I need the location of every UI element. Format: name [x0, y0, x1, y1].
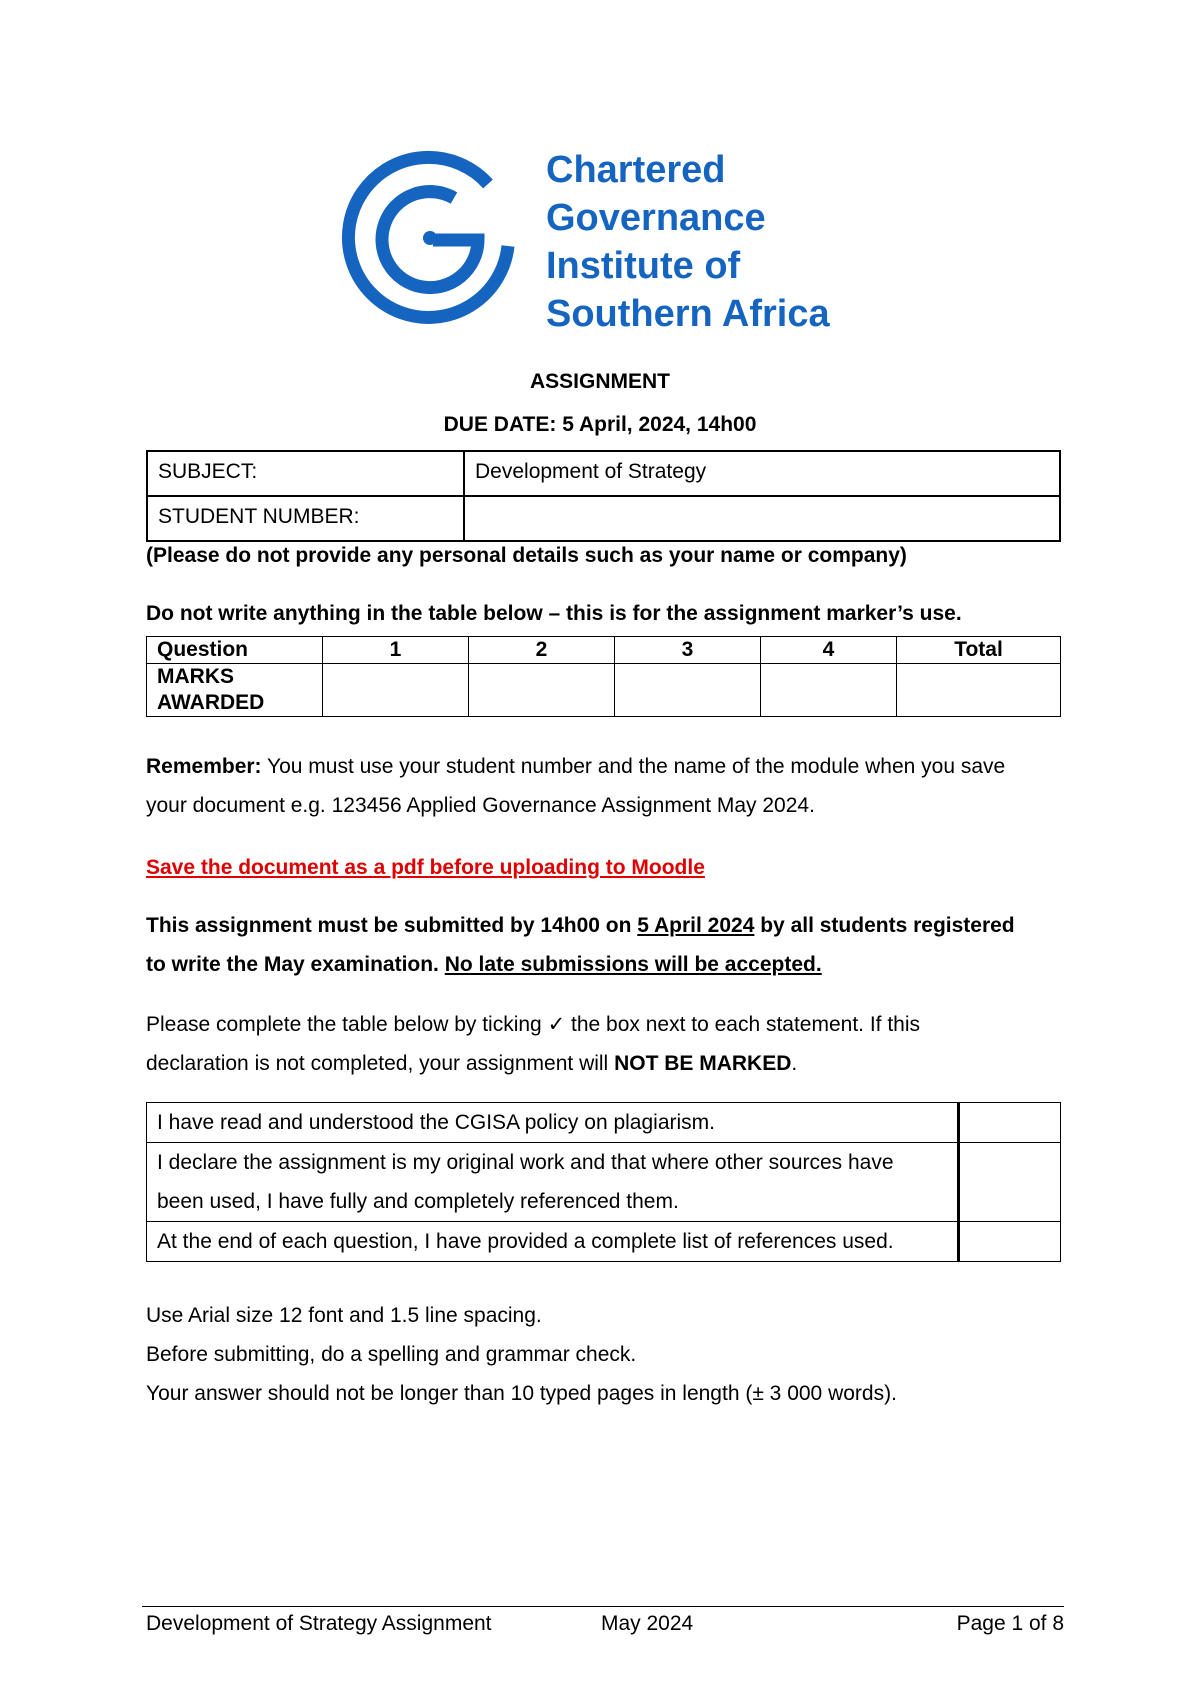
- subject-table: [146, 450, 1061, 542]
- marks-header-q2: 2: [469, 637, 615, 664]
- declaration-line: been used, I have fully and completely referenced them.: [157, 1190, 679, 1213]
- marks-awarded-line1: MARKS: [157, 665, 234, 688]
- declaration-intro-line2c: .: [791, 1052, 798, 1075]
- instruction-item: Before submitting, do a spelling and grammar check.: [146, 1343, 637, 1366]
- declaration-statement: At the end of each question, I have provided a complete list of references used.: [147, 1222, 959, 1262]
- save-pdf-note: Save the document as a pdf before uploading to Moodle: [146, 856, 705, 879]
- marks-table: [146, 636, 1061, 717]
- student-number-field[interactable]: [464, 496, 1060, 541]
- marker-note: Do not write anything in the table below – this is for the assignment marker’s use.: [146, 602, 962, 625]
- marks-cell-q1: [323, 664, 469, 717]
- instructions-list: [146, 1296, 1066, 1413]
- subject-value: Development of Strategy: [464, 451, 1060, 496]
- instruction-item: Use Arial size 12 font and 1.5 line spacing.: [146, 1304, 542, 1327]
- footer-left: Development of Strategy Assignment: [146, 1612, 492, 1635]
- submission-paragraph: [146, 906, 1066, 984]
- remember-text-1: You must use your student number and the name of the module when you save: [261, 755, 1006, 778]
- logo-line: Institute of: [546, 245, 741, 287]
- submission-part2: by all students registered: [754, 914, 1015, 937]
- student-number-label: STUDENT NUMBER:: [147, 496, 464, 541]
- remember-label: Remember:: [146, 755, 262, 778]
- submission-date: 5 April 2024: [637, 914, 755, 937]
- page-title: ASSIGNMENT: [529, 370, 670, 393]
- footer-center: May 2024: [601, 1612, 694, 1635]
- marks-header-q1: 1: [323, 637, 469, 664]
- marks-cell-total: [897, 664, 1061, 717]
- declaration-tick-box[interactable]: [959, 1103, 1061, 1143]
- footer-divider: [142, 1606, 1064, 1607]
- declaration-tick-box[interactable]: [959, 1143, 1061, 1222]
- declaration-tick-box[interactable]: [959, 1222, 1061, 1262]
- declaration-statement: [147, 1143, 959, 1222]
- marks-header-question: Question: [147, 637, 323, 664]
- declaration-intro: [146, 1005, 1066, 1083]
- marks-cell-q2: [469, 664, 615, 717]
- marks-header-q4: 4: [761, 637, 897, 664]
- logo-line: Chartered: [546, 149, 726, 191]
- not-be-marked: NOT BE MARKED: [614, 1052, 792, 1075]
- marks-header-q3: 3: [615, 637, 761, 664]
- logo-line: Southern Africa: [546, 293, 830, 335]
- cgisa-logo-icon: [338, 146, 523, 331]
- declaration-statement: I have read and understood the CGISA policy on plagiarism.: [147, 1103, 959, 1143]
- cgisa-logo: [338, 146, 858, 335]
- footer-page-number: Page 1 of 8: [956, 1612, 1064, 1635]
- declaration-line: I declare the assignment is my original work and that where other sources have: [157, 1151, 894, 1174]
- remember-text-2: your document e.g. 123456 Applied Governance Assignment May 2024.: [146, 794, 815, 817]
- marks-cell-q3: [615, 664, 761, 717]
- late-submission-note: No late submissions will be accepted.: [444, 953, 822, 976]
- submission-part3: to write the May examination.: [146, 953, 445, 976]
- marks-awarded-label: [147, 664, 323, 717]
- marks-header-total: Total: [897, 637, 1061, 664]
- privacy-note: (Please do not provide any personal details such as your name or company): [146, 544, 907, 567]
- declaration-table: [146, 1102, 1061, 1262]
- logo-line: Governance: [546, 197, 766, 239]
- remember-paragraph: [146, 747, 1066, 825]
- declaration-intro-line2a: declaration is not completed, your assignment will: [146, 1052, 615, 1075]
- due-date: DUE DATE: 5 April, 2024, 14h00: [443, 413, 757, 436]
- marks-cell-q4: [761, 664, 897, 717]
- marks-awarded-line2: AWARDED: [157, 691, 265, 714]
- subject-label: SUBJECT:: [147, 451, 464, 496]
- declaration-intro-line1: Please complete the table below by ticking ✓ the box next to each statement. If this: [146, 1013, 921, 1036]
- instruction-item: Your answer should not be longer than 10 typed pages in length (± 3 000 words).: [146, 1382, 897, 1405]
- logo-wordmark: [546, 146, 830, 338]
- submission-part1: This assignment must be submitted by 14h00 on: [146, 914, 638, 937]
